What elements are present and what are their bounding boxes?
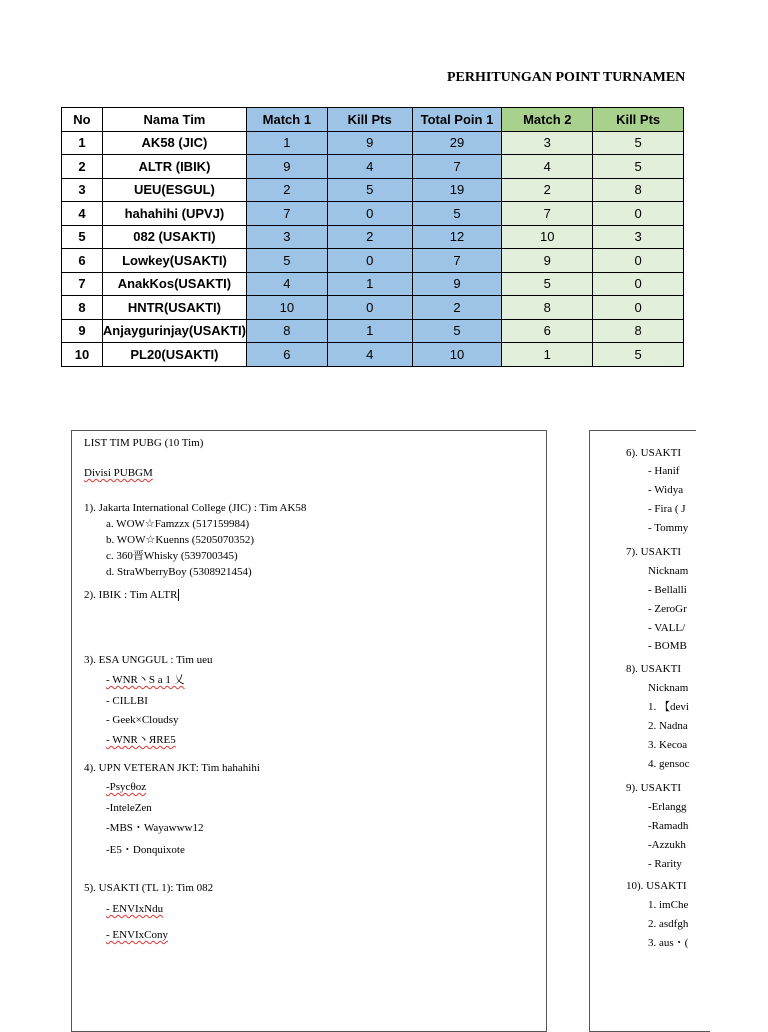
team-8-nickname-label: Nicknam — [648, 682, 689, 694]
cell-match-2: 1 — [502, 343, 593, 367]
cell-match-2: 5 — [502, 272, 593, 296]
table-header-row — [62, 108, 684, 132]
team-9-line-b: -Ramadh — [648, 820, 689, 832]
header-total-poin-1: Total Poin 1 — [412, 108, 502, 132]
cell-kill-pts-1: 4 — [327, 343, 412, 367]
team-9-line-c: -Azzukh — [648, 839, 686, 851]
team-6-line-c: - Fira ( J — [648, 503, 686, 515]
cell-match-2: 10 — [502, 225, 593, 249]
points-table-viewport — [0, 107, 684, 382]
team-3-player-d: - WNR丶ЯRE5 — [106, 734, 176, 746]
cell-total-poin-1: 10 — [412, 343, 502, 367]
cell-total-poin-1: 7 — [412, 155, 502, 179]
cell-team-name: HNTR(USAKTI) — [102, 296, 246, 320]
cell-match-1: 3 — [246, 225, 327, 249]
cell-no: 5 — [62, 225, 103, 249]
header-team-name: Nama Tim — [102, 108, 246, 132]
cell-kill-pts-1: 0 — [327, 249, 412, 273]
cell-match-2: 6 — [502, 319, 593, 343]
header-kill-pts-1: Kill Pts — [327, 108, 412, 132]
cell-kill-pts-1: 1 — [327, 319, 412, 343]
team-2-heading-text: 2). IBIK : Tim ALTR — [84, 589, 178, 601]
cell-team-name: Lowkey(USAKTI) — [102, 249, 246, 273]
cell-kill-pts-1: 4 — [327, 155, 412, 179]
points-table — [61, 107, 684, 367]
cell-team-name: PL20(USAKTI) — [102, 343, 246, 367]
cell-team-name: AK58 (JIC) — [102, 131, 246, 155]
table-row — [62, 155, 684, 179]
cell-kill-pts-2: 5 — [593, 155, 684, 179]
document-title: PERHITUNGAN POINT TURNAMEN — [447, 70, 686, 85]
header-no: No — [62, 108, 103, 132]
cell-total-poin-1: 7 — [412, 249, 502, 273]
cell-match-1: 6 — [246, 343, 327, 367]
team-7-nickname-label: Nicknam — [648, 565, 689, 577]
team-9-heading: 9). USAKTI — [626, 782, 681, 794]
cell-kill-pts-2: 0 — [593, 249, 684, 273]
team-7-line-c: - VALL/ — [648, 622, 686, 634]
table-row — [62, 225, 684, 249]
cell-match-1: 5 — [246, 249, 327, 273]
table-row — [62, 178, 684, 202]
team-1-player-b: b. WOW☆Kuenns (5205070352) — [106, 534, 255, 546]
cell-no: 4 — [62, 202, 103, 226]
table-row — [62, 272, 684, 296]
cell-no: 3 — [62, 178, 103, 202]
cell-team-name: Anjaygurinjay(USAKTI) — [102, 319, 246, 343]
team-7-line-b: - ZeroGr — [648, 603, 687, 615]
cell-match-2: 9 — [502, 249, 593, 273]
cell-match-2: 2 — [502, 178, 593, 202]
team-5-heading: 5). USAKTI (TL 1): Tim 082 — [84, 882, 214, 894]
team-7-line-d: - BOMB — [648, 640, 687, 652]
team-8-heading: 8). USAKTI — [626, 663, 681, 675]
cell-match-1: 9 — [246, 155, 327, 179]
team-1-player-d: d. StraWberryBoy (5308921454) — [106, 566, 252, 578]
cell-team-name: hahahihi (UPVJ) — [102, 202, 246, 226]
team-4-player-a: -Psycθoz — [106, 781, 147, 793]
team-3-player-a: - WNR丶S a 1 乂 — [106, 674, 185, 686]
team-1-player-c: c. 360晋Whisky (539700345) — [106, 550, 238, 562]
cell-team-name: AnakKos(USAKTI) — [102, 272, 246, 296]
cell-no: 1 — [62, 131, 103, 155]
team-2-heading[interactable] — [84, 588, 179, 602]
team-7-heading: 7). USAKTI — [626, 546, 681, 558]
team-list-page-1 — [71, 430, 547, 1032]
team-4-player-d: -E5・Donquixote — [106, 844, 185, 856]
team-9-line-d: - Rarity — [648, 858, 682, 870]
cell-match-1: 8 — [246, 319, 327, 343]
table-row — [62, 319, 684, 343]
team-9-line-a: -Erlangg — [648, 801, 687, 813]
cell-match-2: 8 — [502, 296, 593, 320]
team-10-heading: 10). USAKTI — [626, 880, 687, 892]
cell-no: 10 — [62, 343, 103, 367]
team-7-line-a: - Bellalli — [648, 584, 687, 596]
team-3-heading: 3). ESA UNGGUL : Tim ueu — [84, 654, 213, 666]
cell-no: 2 — [62, 155, 103, 179]
cell-total-poin-1: 5 — [412, 202, 502, 226]
cell-kill-pts-2: 5 — [593, 131, 684, 155]
team-3-player-c: - Geek×Cloudsy — [106, 714, 179, 726]
team-6-line-d: - Tommy — [648, 522, 689, 534]
list-title: LIST TIM PUBG (10 Tim) — [84, 437, 204, 449]
cell-match-1: 7 — [246, 202, 327, 226]
cell-kill-pts-2: 8 — [593, 178, 684, 202]
team-4-heading: 4). UPN VETERAN JKT: Tim hahahihi — [84, 762, 260, 774]
cell-match-2: 4 — [502, 155, 593, 179]
cell-total-poin-1: 5 — [412, 319, 502, 343]
cell-kill-pts-1: 9 — [327, 131, 412, 155]
cell-no: 7 — [62, 272, 103, 296]
team-4-player-c: -MBS・Wayawww12 — [106, 822, 204, 834]
header-kill-pts-2: Kill Pts — [593, 108, 684, 132]
team-1-player-a: a. WOW☆Famzzx (517159984) — [106, 518, 250, 530]
cell-team-name: UEU(ESGUL) — [102, 178, 246, 202]
cell-kill-pts-2: 3 — [593, 225, 684, 249]
team-4-player-b: -InteleZen — [106, 802, 152, 814]
team-10-line-a: 1. imChe — [648, 899, 689, 911]
team-3-player-b: - CILLBI — [106, 695, 148, 707]
cell-match-1: 2 — [246, 178, 327, 202]
cell-total-poin-1: 2 — [412, 296, 502, 320]
cell-kill-pts-2: 0 — [593, 296, 684, 320]
cell-total-poin-1: 29 — [412, 131, 502, 155]
team-6-line-b: - Widya — [648, 484, 684, 496]
table-row — [62, 343, 684, 367]
text-cursor — [178, 589, 179, 601]
cell-kill-pts-1: 0 — [327, 296, 412, 320]
cell-match-1: 1 — [246, 131, 327, 155]
team-5-player-a: - ENVIxNdu — [106, 903, 164, 915]
cell-match-2: 3 — [502, 131, 593, 155]
cell-kill-pts-2: 5 — [593, 343, 684, 367]
team-10-line-c: 3. aus・( — [648, 937, 689, 949]
team-6-heading: 6). USAKTI — [626, 447, 681, 459]
cell-no: 6 — [62, 249, 103, 273]
team-5-player-b: - ENVIxCony — [106, 929, 169, 941]
header-match-1: Match 1 — [246, 108, 327, 132]
division-label: Divisi PUBGM — [84, 467, 153, 479]
cell-match-2: 7 — [502, 202, 593, 226]
cell-match-1: 4 — [246, 272, 327, 296]
team-8-line-d: 4. gensoc — [648, 758, 690, 770]
cell-total-poin-1: 12 — [412, 225, 502, 249]
cell-kill-pts-2: 0 — [593, 272, 684, 296]
table-row — [62, 249, 684, 273]
team-8-line-b: 2. Nadna — [648, 720, 688, 732]
cell-kill-pts-1: 2 — [327, 225, 412, 249]
cell-match-1: 10 — [246, 296, 327, 320]
right-margin — [696, 400, 768, 1024]
table-row — [62, 131, 684, 155]
cell-kill-pts-1: 0 — [327, 202, 412, 226]
cell-kill-pts-2: 0 — [593, 202, 684, 226]
cell-total-poin-1: 9 — [412, 272, 502, 296]
table-row — [62, 296, 684, 320]
team-10-line-b: 2. asdfgh — [648, 918, 689, 930]
cell-kill-pts-1: 5 — [327, 178, 412, 202]
team-list-page-2 — [589, 430, 710, 1032]
cell-no: 9 — [62, 319, 103, 343]
cell-team-name: 082 (USAKTI) — [102, 225, 246, 249]
cell-kill-pts-2: 8 — [593, 319, 684, 343]
table-row — [62, 202, 684, 226]
cell-no: 8 — [62, 296, 103, 320]
cell-total-poin-1: 19 — [412, 178, 502, 202]
team-6-line-a: - Hanif — [648, 465, 680, 477]
cell-team-name: ALTR (IBIK) — [102, 155, 246, 179]
team-8-line-a: 1. 【devi — [648, 701, 689, 713]
team-1-heading: 1). Jakarta International College (JIC) : Tim AK58 — [84, 502, 307, 514]
header-match-2: Match 2 — [502, 108, 593, 132]
team-8-line-c: 3. Kecoa — [648, 739, 688, 751]
cell-kill-pts-1: 1 — [327, 272, 412, 296]
